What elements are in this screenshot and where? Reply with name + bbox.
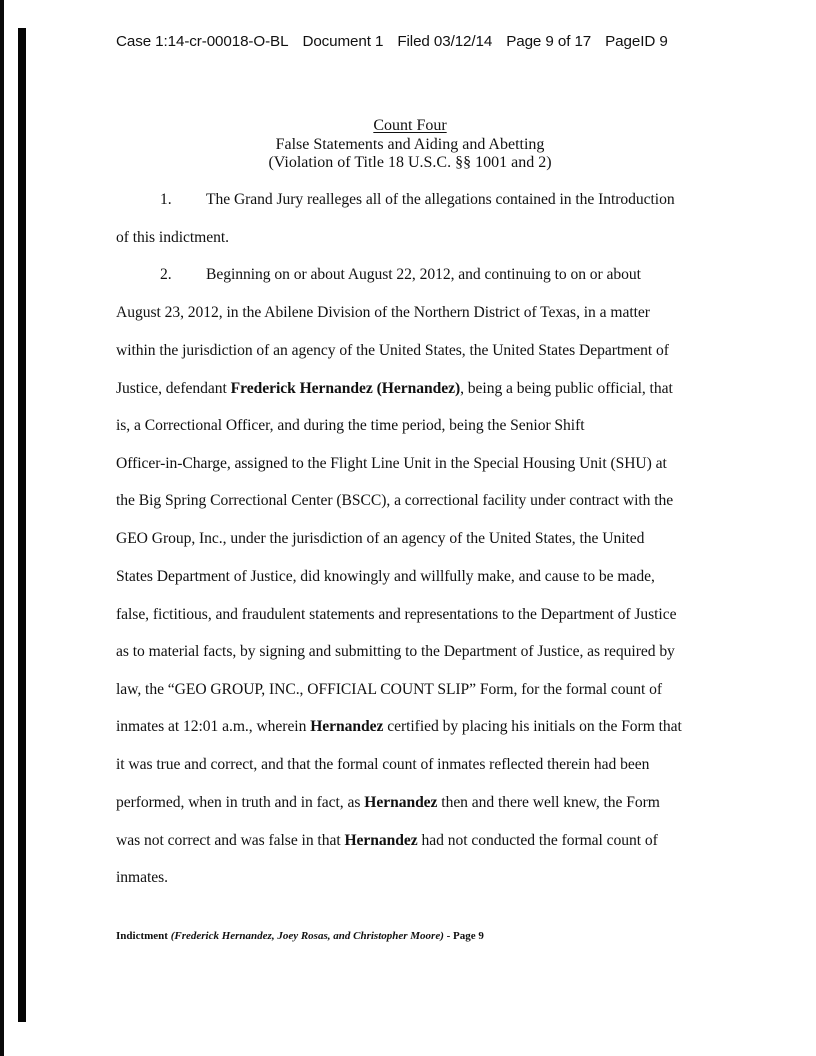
paragraph-line: performed, when in truth and in fact, as Hernandez then and there well knew, the Form: [116, 794, 660, 811]
page-count: Page 9 of 17: [506, 33, 592, 50]
paragraph-line: false, fictitious, and fraudulent statements and representations to the Department of Justice: [116, 606, 677, 623]
paragraph-line: Officer-in-Charge, assigned to the Flight Line Unit in the Special Housing Unit (SHU) at: [116, 455, 667, 472]
paragraph-line: August 23, 2012, in the Abilene Division of the Northern District of Texas, in a matter: [116, 304, 650, 321]
court-filing-header: [116, 33, 668, 50]
paragraph-line: is, a Correctional Officer, and during the time period, being the Senior Shift: [116, 417, 585, 434]
count-subtitle: False Statements and Aiding and Abetting: [275, 135, 545, 153]
filed-date: Filed 03/12/14: [397, 33, 493, 50]
page-id: PageID 9: [605, 33, 668, 50]
defendant-name: Hernandez: [310, 718, 384, 735]
count-violation: (Violation of Title 18 U.S.C. §§ 1001 and 2): [268, 154, 552, 171]
paragraph-line: it was true and correct, and that the formal count of inmates reflected therein had been: [116, 756, 650, 773]
footer-page: - Page 9: [443, 930, 484, 942]
paragraph-number: 1.: [160, 191, 172, 208]
paragraph-line: The Grand Jury realleges all of the allegations contained in the Introduction: [206, 191, 675, 208]
count-heading: [0, 117, 816, 173]
paragraph-line: was not correct and was false in that Hernandez had not conducted the formal count of: [116, 832, 658, 849]
defendant-name: Hernandez: [364, 794, 438, 811]
paragraph-line: inmates.: [116, 869, 169, 886]
footer-label: Indictment: [116, 930, 168, 942]
paragraph-line: inmates at 12:01 a.m., wherein Hernandez certified by placing his initials on the Form that: [116, 718, 682, 735]
paragraph-line: law, the “GEO GROUP, INC., OFFICIAL COUNT SLIP” Form, for the formal count of: [116, 681, 663, 698]
paragraph-line: the Big Spring Correctional Center (BSCC), a correctional facility under contract with the: [116, 492, 674, 509]
defendant-name: Hernandez: [344, 832, 418, 849]
paragraph-line: Beginning on or about August 22, 2012, and continuing to on or about: [206, 266, 641, 283]
count-title: Count Four: [373, 117, 447, 134]
case-number: Case 1:14-cr-00018-O-BL: [116, 33, 289, 50]
paragraph-line: Justice, defendant Frederick Hernandez (Hernandez), being a being public official, that: [116, 380, 673, 397]
paragraph-line: as to material facts, by signing and submitting to the Department of Justice, as required by: [116, 643, 675, 660]
margin-bar: [18, 28, 26, 1022]
page-footer: [116, 930, 484, 942]
footer-parties: (Frederick Hernandez, Joey Rosas, and Christopher Moore): [170, 930, 444, 942]
document-number: Document 1: [302, 33, 384, 50]
paragraph-line: within the jurisdiction of an agency of the United States, the United States Department of: [116, 342, 669, 359]
paragraph-line: GEO Group, Inc., under the jurisdiction of an agency of the United States, the United: [116, 530, 645, 547]
paragraph-number: 2.: [160, 266, 172, 283]
paragraph-line: of this indictment.: [116, 229, 229, 246]
paragraph-line: States Department of Justice, did knowingly and willfully make, and cause to be made,: [116, 568, 655, 585]
defendant-name: Frederick Hernandez (Hernandez): [230, 380, 461, 397]
